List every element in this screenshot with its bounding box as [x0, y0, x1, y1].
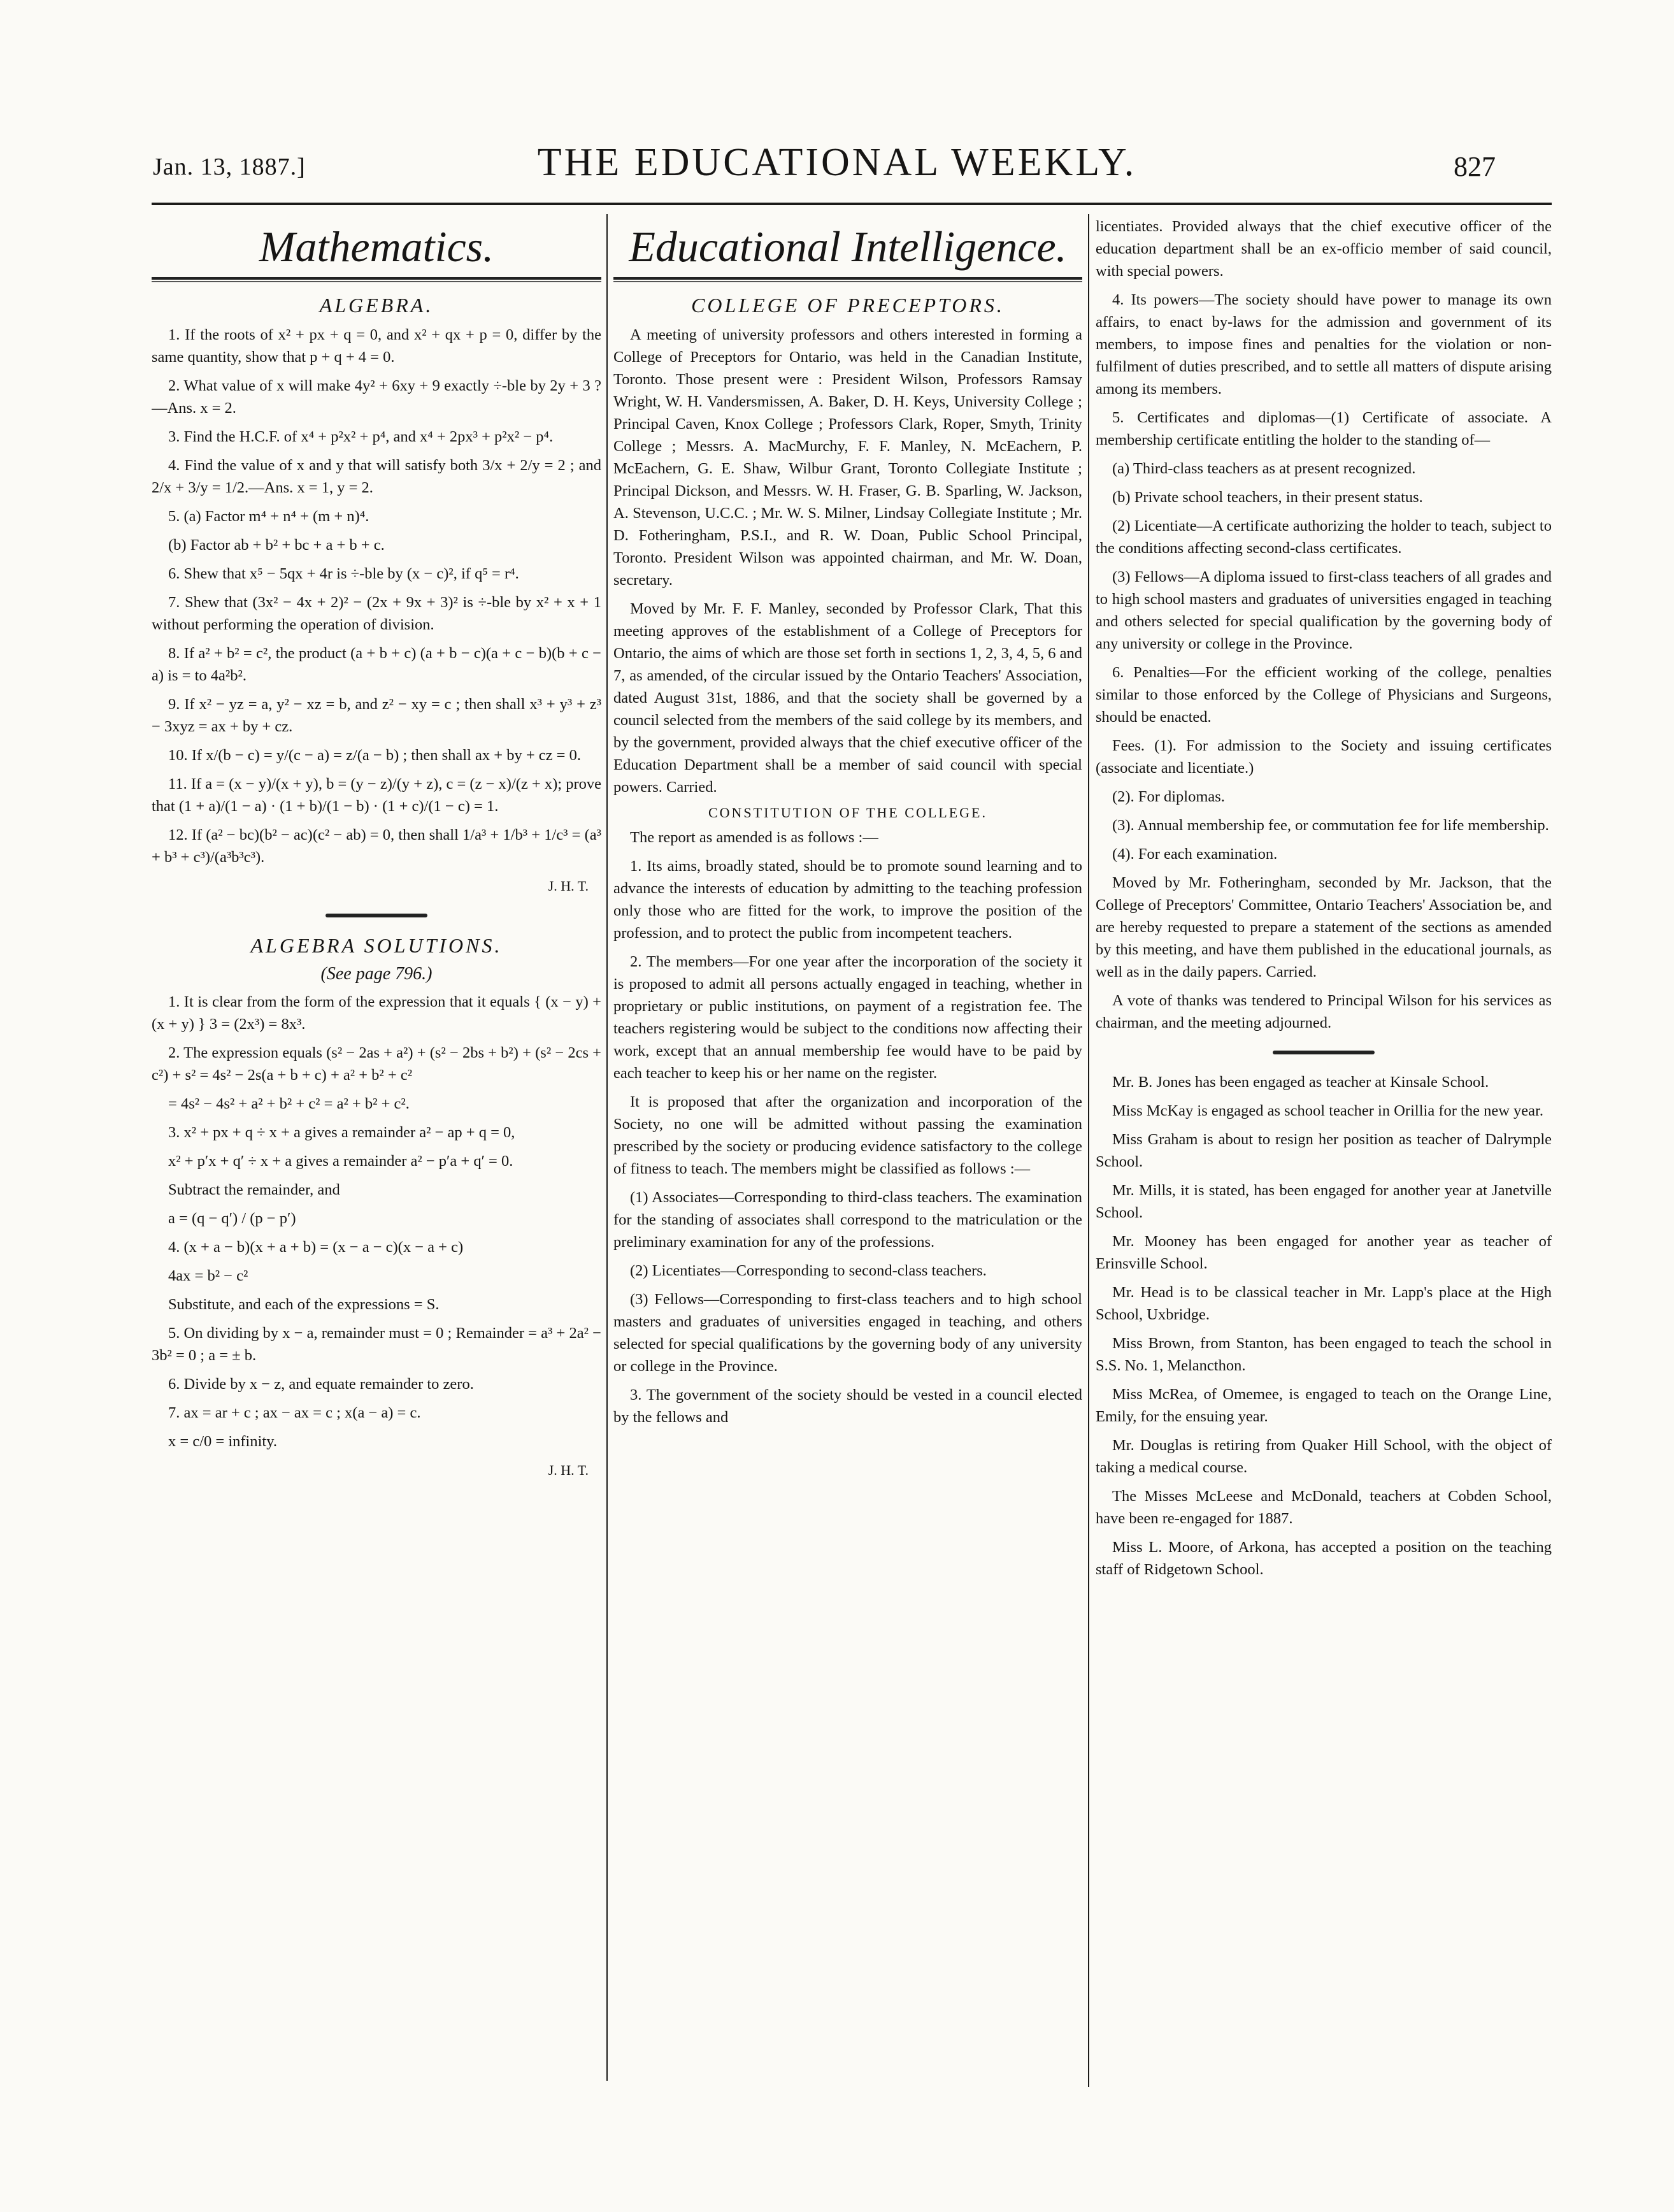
- problem-list: [152, 324, 601, 868]
- heading-rule-thin: [613, 281, 1082, 282]
- constitution-paragraph: Fees. (1). For admission to the Society and issuing certificates (associate and licentiate.): [1096, 737, 1552, 777]
- constitution-paragraph: 3. The government of the society should be vested in a council elected by the fellows and: [613, 1386, 1082, 1426]
- report-paragraph: A meeting of university professors and others interested in forming a College of Preceptors for Ontario, was held in the Canadian Institute, Toronto. Those present were : President Wilson, Professors Ramsay Wright, W. H. Vandersmissen, A. Baker, D. H. Keys, University College ; Principal Caven, Knox College ; Professors Clark, Roper, Smyth, Trinity College ; Messrs. A. MacMurchy, F. F. Manley, N. McEachern, P. McEachern, G. E. Shaw, Wilbur Grant, Toronto Collegiate Institute ; Principal Dickson, and Messrs. W. H. Fraser, G. B. Sparling, W. Jackson, A. Stevenson, U.C.C. ; Mr. W. S. Milner, Lindsay Collegiate Institute ; Mr. D. Fotheringham, P.S.I., and R. W. Doan, Public School Principal, Toronto. President Wilson was appointed chairman, and Mr. W. Doan, secretary.: [613, 326, 1082, 589]
- algebra-solution: Subtract the remainder, and: [168, 1181, 340, 1198]
- algebra-solution: 2. The expression equals (s² − 2as + a²) + (s² − 2bs + b²) + (s² − 2cs + c²) + s² = 4s² − 2s(a + b + c) + a² + b² + c²: [152, 1044, 601, 1084]
- teacher-notice: Miss Graham is about to resign her position as teacher of Dalrymple School.: [1096, 1131, 1552, 1170]
- teacher-notice: Miss McKay is engaged as school teacher in Orillia for the new year.: [1112, 1102, 1543, 1119]
- meeting-report: [613, 324, 1082, 798]
- algebra-solution: 6. Divide by x − z, and equate remainder to zero.: [168, 1375, 474, 1393]
- solution-list: [152, 991, 601, 1453]
- teacher-notices: [1096, 1071, 1552, 1581]
- algebra-solution: a = (q − q′) / (p − p′): [168, 1210, 296, 1227]
- college-heading: COLLEGE OF PRECEPTORS.: [691, 294, 1005, 317]
- algebra-problem: 3. Find the H.C.F. of x⁴ + p²x² + p⁴, and x⁴ + 2px³ + p²x² − p⁴.: [168, 428, 554, 445]
- column-divider-left: [606, 214, 608, 2081]
- algebra-solution: Substitute, and each of the expressions = S.: [168, 1296, 440, 1313]
- header-rule: [152, 203, 1552, 205]
- constitution-paragraph: (3) Fellows—Corresponding to first-class teachers and to high school masters and graduates of universities engaged in teaching, and others selected for special qualifications by the governing body of any university or college in the Province.: [613, 1291, 1082, 1375]
- solutions-signature: J. H. T.: [548, 1462, 589, 1478]
- constitution-paragraph: (1) Associates—Corresponding to third-class teachers. The examination for the standing of associates shall correspond to the matriculation or the preliminary examination for any of the professions.: [613, 1189, 1082, 1251]
- constitution-continued: [1096, 215, 1552, 1034]
- algebra-solution: = 4s² − 4s² + a² + b² + c² = a² + b² + c².: [168, 1095, 410, 1112]
- section-separator: [326, 914, 427, 917]
- algebra-solution: 7. ax = ar + c ; ax − ax = c ; x(a − a) = c.: [168, 1404, 421, 1421]
- algebra-problem: 12. If (a² − bc)(b² − ac)(c² − ab) = 0, then shall 1/a³ + 1/b³ + 1/c³ = (a³ + b³ + c³)/(a³b³c³).: [152, 826, 601, 866]
- heading-rule: [152, 277, 601, 280]
- algebra-problem: 5. (a) Factor m⁴ + n⁴ + (m + n)⁴.: [168, 508, 369, 525]
- algebra-solution: 3. x² + px + q ÷ x + a gives a remainder a² − ap + q = 0,: [168, 1124, 515, 1141]
- teacher-notice: The Misses McLeese and McDonald, teachers at Cobden School, have been re-engaged for 1887.: [1096, 1488, 1552, 1527]
- constitution-paragraph: (2). For diplomas.: [1112, 788, 1225, 805]
- algebra-problem: 2. What value of x will make 4y² + 6xy + 9 exactly ÷-ble by 2y + 3 ?—Ans. x = 2.: [152, 377, 601, 417]
- constitution-paragraph: (2) Licentiates—Corresponding to second-class teachers.: [630, 1262, 987, 1279]
- algebra-problem: 1. If the roots of x² + px + q = 0, and x² + qx + p = 0, differ by the same quantity, show that p + q + 4 = 0.: [152, 326, 601, 366]
- algebra-problem: 7. Shew that (3x² − 4x + 2)² − (2x + 9x + 3)² is ÷-ble by x² + x + 1 without performing the operation of division.: [152, 594, 601, 633]
- algebra-solution: 5. On dividing by x − a, remainder must = 0 ; Remainder = a³ + 2a² − 3b² = 0 ; a = ± b.: [152, 1325, 601, 1364]
- algebra-problem: 4. Find the value of x and y that will satisfy both 3/x + 2/y = 2 ; and 2/x + 3/y = 1/2.—Ans. x = 1, y = 2.: [152, 457, 601, 496]
- constitution-paragraph: (3). Annual membership fee, or commutation fee for life membership.: [1112, 817, 1549, 834]
- algebra-problem: 10. If x/(b − c) = y/(c − a) = z/(a − b) ; then shall ax + by + cz = 0.: [168, 747, 581, 764]
- constitution-paragraph: Moved by Mr. Fotheringham, seconded by Mr. Jackson, that the College of Preceptors' Committee, Ontario Teachers' Association be, and are hereby requested to prepare a statement of the sections as amended by this meeting, and have them published in the educational journals, as well as in the daily papers. Carried.: [1096, 874, 1552, 980]
- teacher-notice: Mr. Douglas is retiring from Quaker Hill School, with the object of taking a medical course.: [1096, 1437, 1552, 1476]
- algebra-problem: 9. If x² − yz = a, y² − xz = b, and z² − xy = c ; then shall x³ + y³ + z³ − 3xyz = ax + by + cz.: [152, 696, 601, 735]
- algebra-problem: (b) Factor ab + b² + bc + a + b + c.: [168, 536, 385, 554]
- mathematics-heading: Mathematics.: [259, 222, 494, 271]
- algebra-problem: 8. If a² + b² = c², the product (a + b + c) (a + b − c)(a + c − b)(b + c − a) is = to 4a²b².: [152, 645, 601, 684]
- constitution-paragraph: (b) Private school teachers, in their present status.: [1112, 489, 1423, 506]
- issue-date: Jan. 13, 1887.]: [153, 154, 306, 180]
- heading-rule-thin: [152, 281, 601, 282]
- algebra-solution: x = c/0 = infinity.: [168, 1433, 277, 1450]
- column-divider-right: [1088, 214, 1089, 2087]
- heading-rule: [613, 277, 1082, 280]
- algebra-solution: 1. It is clear from the form of the expression that it equals { (x − y) + (x + y) } 3 = (2x³) = 8x³.: [152, 993, 601, 1033]
- constitution-paragraph: A vote of thanks was tendered to Principal Wilson for his services as chairman, and the meeting adjourned.: [1096, 992, 1552, 1031]
- constitution-paragraph: 1. Its aims, broadly stated, should be to promote sound learning and to advance the interests of education by admitting to the teaching profession only those who are fitted for the work, to improve the position of the profession, and to protect the public from incompetent teachers.: [613, 858, 1082, 942]
- mathematics-column: [152, 215, 601, 2079]
- constitution-paragraph: licentiates. Provided always that the chief executive officer of the education department shall be an ex-officio member of said council, with special powers.: [1096, 218, 1552, 280]
- constitution-text: [613, 826, 1082, 1428]
- intelligence-column: [613, 215, 1082, 2086]
- constitution-paragraph: 6. Penalties—For the efficient working of the college, penalties similar to those enforced by the College of Physicians and Surgeons, should be enacted.: [1096, 664, 1552, 726]
- teacher-notice: Mr. Mills, it is stated, has been engaged for another year at Janetville School.: [1096, 1182, 1552, 1221]
- constitution-paragraph: (a) Third-class teachers as at present recognized.: [1112, 460, 1416, 477]
- constitution-paragraph: The report as amended is as follows :—: [630, 829, 878, 846]
- page-number: 827: [1454, 151, 1496, 182]
- continuation-column: [1096, 215, 1552, 2086]
- teacher-notice: Miss L. Moore, of Arkona, has accepted a position on the teaching staff of Ridgetown School.: [1096, 1539, 1552, 1578]
- algebra-solution: x² + p′x + q′ ÷ x + a gives a remainder a² − p′a + q′ = 0.: [168, 1153, 513, 1170]
- algebra-heading: ALGEBRA.: [319, 294, 434, 317]
- solutions-reference: (See page 796.): [320, 964, 433, 984]
- constitution-paragraph: 4. Its powers—The society should have power to manage its own affairs, to enact by-laws for the admission and government of its members, to impose fines and penalties for the violation or non-fulfilment of duties prescribed, and to settle all matters of dispute arising among its members.: [1096, 291, 1552, 398]
- constitution-paragraph: (2) Licentiate—A certificate authorizing the holder to teach, subject to the conditions affecting second-class certificates.: [1096, 517, 1552, 557]
- teacher-notice: Miss Brown, from Stanton, has been engaged to teach the school in S.S. No. 1, Melancthon.: [1096, 1335, 1552, 1374]
- intelligence-heading: Educational Intelligence.: [629, 222, 1067, 271]
- teacher-notice: Mr. Mooney has been engaged for another year as teacher of Erinsville School.: [1096, 1233, 1552, 1272]
- constitution-heading: CONSTITUTION OF THE COLLEGE.: [708, 805, 987, 821]
- algebra-solution: 4. (x + a − b)(x + a + b) = (x − a − c)(x − a + c): [168, 1239, 464, 1256]
- constitution-paragraph: (3) Fellows—A diploma issued to first-class teachers of all grades and to high school masters and graduates of universities engaged in teaching and others selected for special qualification by the governing body of any university or college in the Province.: [1096, 568, 1552, 652]
- teacher-notice: Mr. Head is to be classical teacher in Mr. Lapp's place at the High School, Uxbridge.: [1096, 1284, 1552, 1323]
- solutions-heading: ALGEBRA SOLUTIONS.: [250, 934, 503, 957]
- algebra-problem: 11. If a = (x − y)/(x + y), b = (y − z)/(y + z), c = (z − x)/(z + x); prove that (1 + a)/(1 − a) · (1 + b)/(1 − b) · (1 + c)/(1 − c) = 1.: [152, 775, 601, 815]
- section-separator: [1273, 1051, 1375, 1054]
- algebra-solution: 4ax = b² − c²: [168, 1267, 248, 1284]
- algebra-problem: 6. Shew that x⁵ − 5qx + 4r is ÷-ble by (x − c)², if q⁵ = r⁴.: [168, 565, 519, 582]
- report-paragraph: Moved by Mr. F. F. Manley, seconded by Professor Clark, That this meeting approves of the establishment of a College of Preceptors for Ontario, the aims of which are those set forth in sections 1, 2, 3, 4, 5, 6 and 7, as amended, of the circular issued by the Ontario Teachers' Association, dated August 31st, 1886, and that the society shall be governed by a council selected from the members of the said college by its members, and by the government, provided always that the chief executive officer of the Education Department shall be a member of said council with special powers. Carried.: [613, 600, 1082, 796]
- constitution-paragraph: (4). For each examination.: [1112, 845, 1278, 863]
- page-header: [0, 0, 1674, 210]
- masthead-title: THE EDUCATIONAL WEEKLY.: [537, 141, 1137, 184]
- problems-signature: J. H. T.: [548, 878, 589, 894]
- constitution-paragraph: 5. Certificates and diplomas—(1) Certificate of associate. A membership certificate entitling the holder to the standing of—: [1096, 409, 1552, 449]
- teacher-notice: Mr. B. Jones has been engaged as teacher at Kinsale School.: [1112, 1074, 1489, 1091]
- constitution-paragraph: It is proposed that after the organization and incorporation of the Society, no one will be admitted without passing the examination prescribed by the society or producing evidence satisfactory to the college of fitness to teach. The members might be classified as follows :—: [613, 1093, 1082, 1177]
- constitution-paragraph: 2. The members—For one year after the incorporation of the society it is proposed to admit all persons actually engaged in teaching, whether in proprietary or public institutions, on payment of a registration fee. The teachers registering would be subject to the conditions now affecting their work, except that an annual membership fee would have to be paid by each teacher to keep his or her name on the register.: [613, 953, 1082, 1082]
- teacher-notice: Miss McRea, of Omemee, is engaged to teach on the Orange Line, Emily, for the ensuing year.: [1096, 1386, 1552, 1425]
